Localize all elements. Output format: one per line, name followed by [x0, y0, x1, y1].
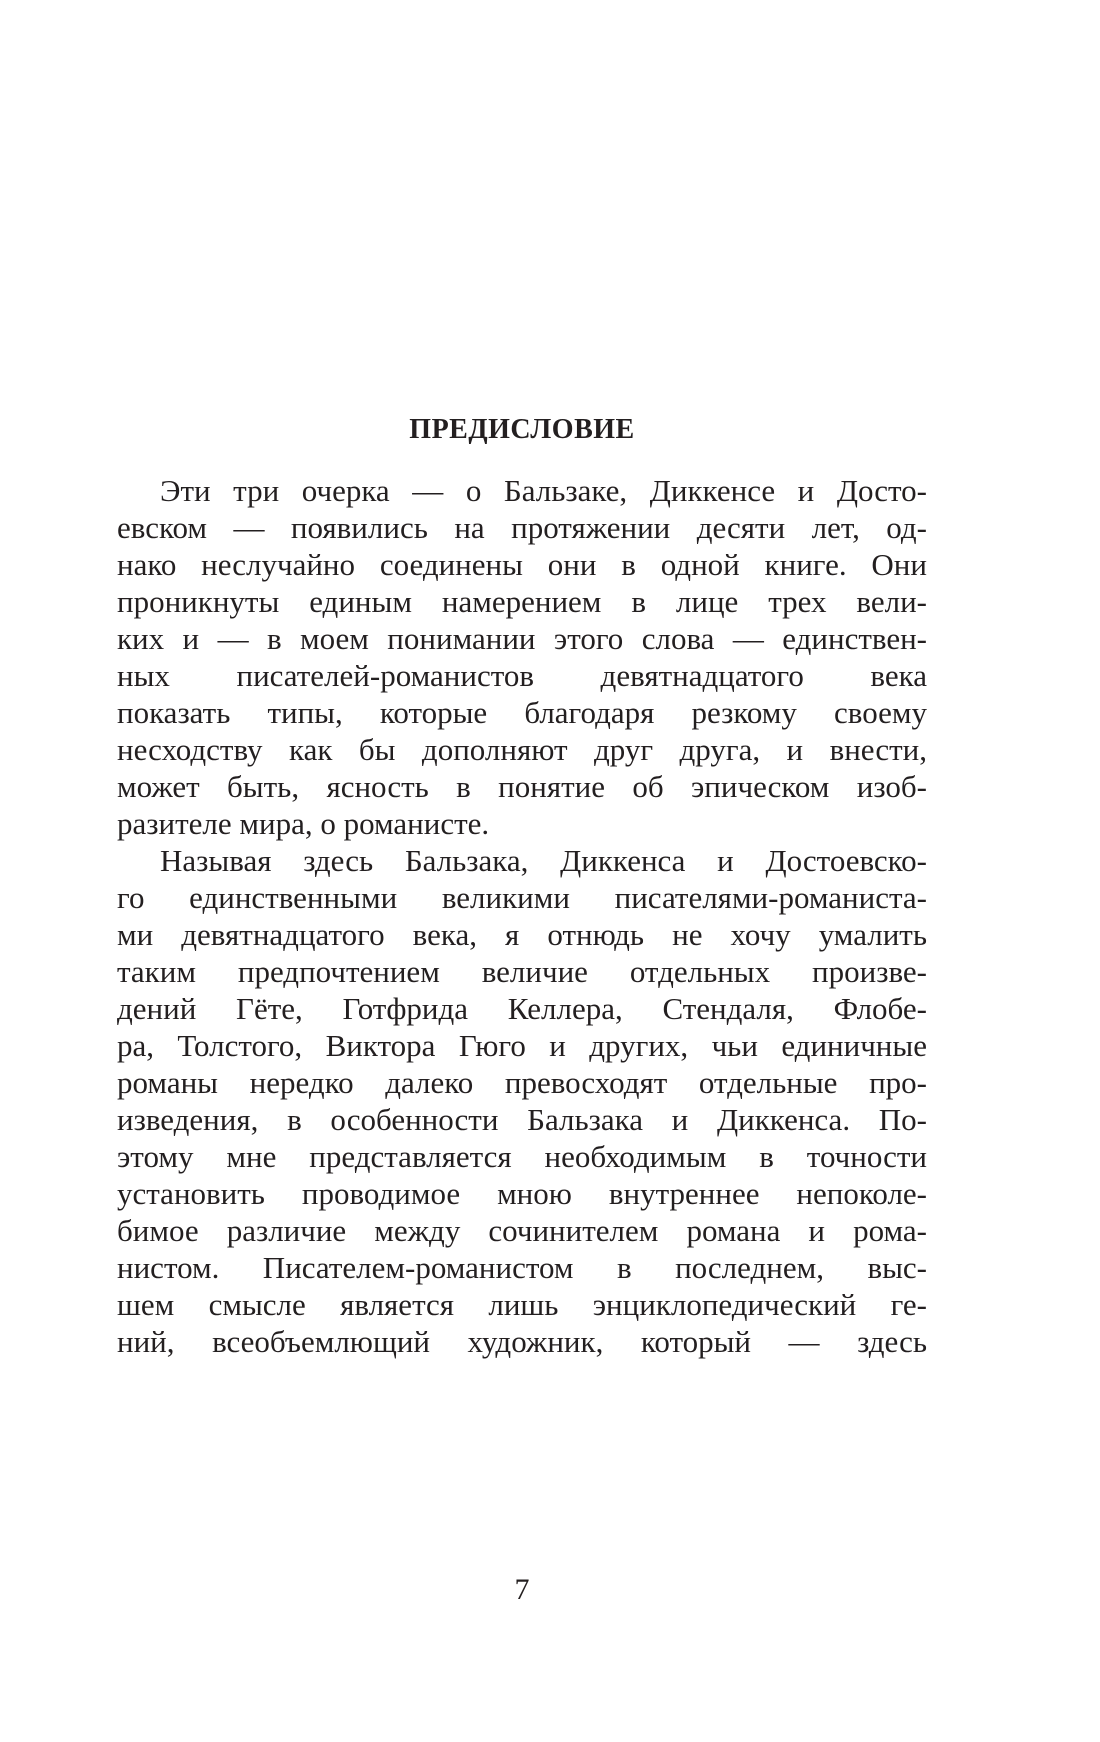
text-line: показать типы, которые благодаря резкому своему [117, 695, 927, 730]
page-number: 7 [514, 1573, 530, 1606]
text-line: го единственными великими писателями-романиста- [117, 880, 927, 915]
text-line: ра, Толстого, Виктора Гюго и других, чьи единичные [117, 1028, 927, 1063]
page-title: ПРЕДИСЛОВИЕ [409, 414, 635, 445]
paragraph-2 [117, 842, 927, 1360]
text-line: ний, всеобъемлющий художник, который — здесь [117, 1324, 927, 1359]
text-line: ких и — в моем понимании этого слова — единствен- [117, 621, 927, 656]
text-line: романы нередко далеко превосходят отдельные про- [117, 1065, 927, 1100]
text-line: дений Гёте, Готфрида Келлера, Стендаля, Флобе- [117, 991, 927, 1026]
text-line: нистом. Писателем-романистом в последнем, выс- [117, 1250, 927, 1285]
text-line: бимое различие между сочинителем романа и рома- [117, 1213, 927, 1248]
text-line: нако неслучайно соединены они в одной книге. Они [117, 547, 927, 582]
text-line: может быть, ясность в понятие об эпическом изоб- [117, 769, 927, 804]
text-line: таким предпочтением величие отдельных произве- [117, 954, 927, 989]
text-line: разителе мира, о романисте. [117, 806, 490, 841]
text-line: несходству как бы дополняют друг друга, и внести, [117, 732, 927, 767]
text-line: установить проводимое мною внутреннее непоколе- [117, 1176, 927, 1211]
text-line: изведения, в особенности Бальзака и Диккенса. По- [117, 1102, 927, 1137]
text-line: евском — появились на протяжении десяти лет, од- [117, 510, 927, 545]
text-line: проникнуты единым намерением в лице трех вели- [117, 584, 927, 619]
text-line: ми девятнадцатого века, я отнюдь не хочу умалить [117, 917, 927, 952]
text-line: ных писателей-романистов девятнадцатого века [117, 658, 927, 693]
text-line: этому мне представляется необходимым в точности [117, 1139, 927, 1174]
text-line: Эти три очерка — о Бальзаке, Диккенсе и Досто- [160, 473, 927, 508]
body-text [117, 472, 927, 1360]
text-line: Называя здесь Бальзака, Диккенса и Достоевско- [160, 843, 927, 878]
text-line: шем смысле является лишь энциклопедический ге- [117, 1287, 927, 1322]
paragraph-1 [117, 472, 927, 842]
